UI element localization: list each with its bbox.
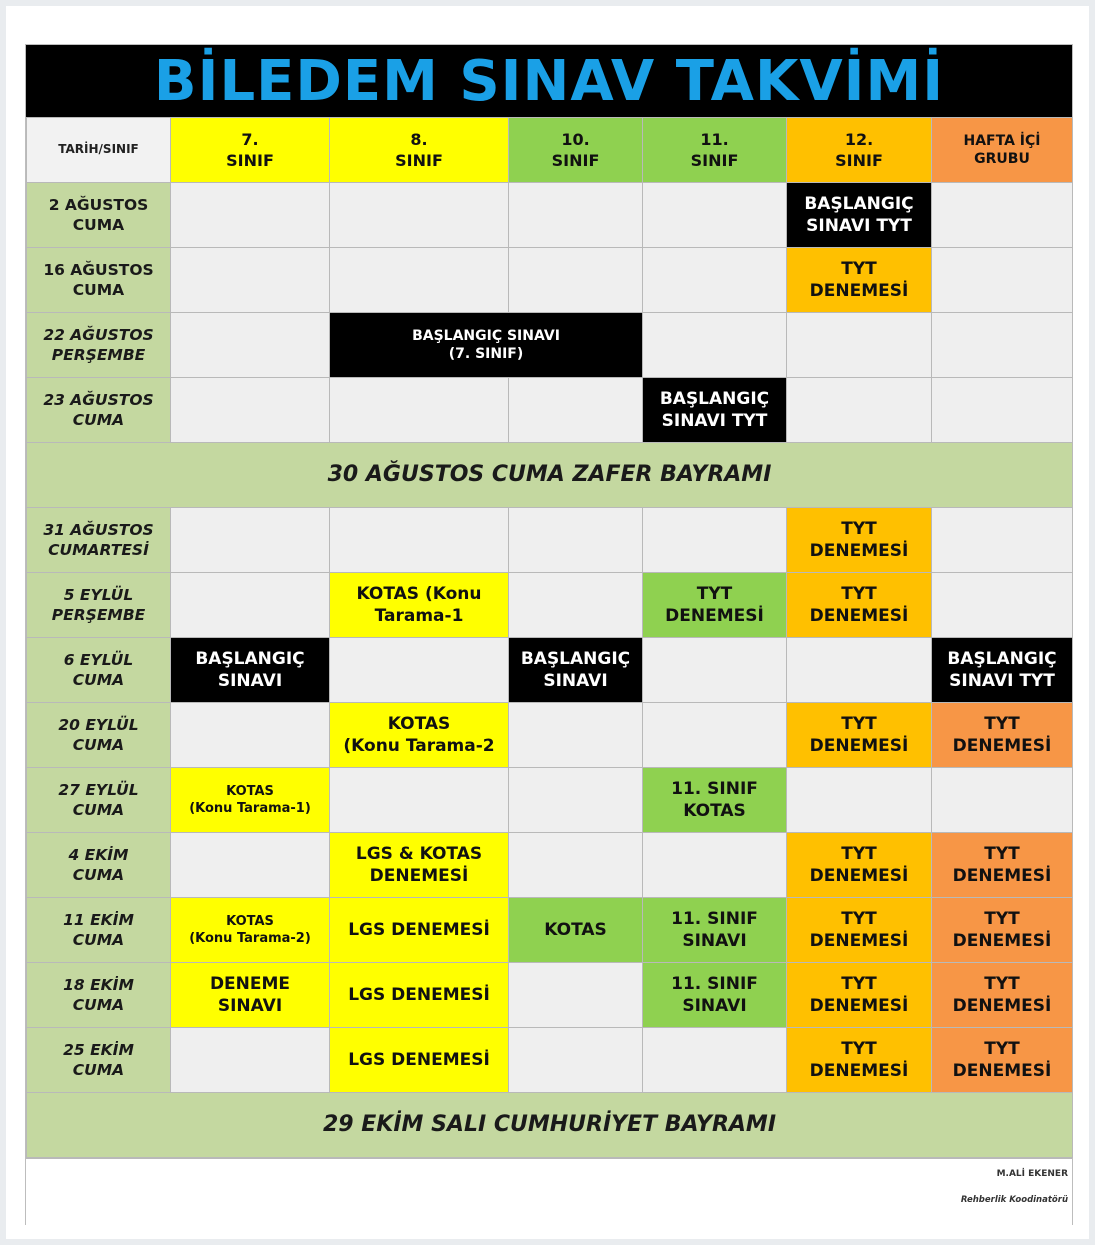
- table-cell: 11. SINIF KOTAS: [643, 768, 787, 833]
- schedule-table: [26, 117, 1073, 1158]
- table-cell: KOTAS: [509, 898, 643, 963]
- row-date: 16 AĞUSTOS CUMA: [27, 248, 171, 313]
- table-row: [27, 508, 1073, 573]
- table-cell: BAŞLANGIÇ SINAVI: [171, 638, 330, 703]
- table-cell: [643, 508, 787, 573]
- table-cell: [509, 963, 643, 1028]
- table-cell: [171, 378, 330, 443]
- table-cell: [171, 313, 330, 378]
- table-cell: KOTAS (Konu Tarama-1: [330, 573, 509, 638]
- signature-area: [26, 1158, 1072, 1225]
- table-row: [27, 703, 1073, 768]
- column-header-weekday-group: HAFTA İÇİ GRUBU: [932, 118, 1073, 183]
- table-cell: [509, 183, 643, 248]
- table-cell: LGS DENEMESİ: [330, 898, 509, 963]
- table-cell: BAŞLANGIÇ SINAVI TYT: [787, 183, 932, 248]
- table-cell: [787, 768, 932, 833]
- table-cell: BAŞLANGIÇ SINAVI TYT: [932, 638, 1073, 703]
- table-cell: DENEME SINAVI: [171, 963, 330, 1028]
- schedule-title: BİLEDEM SINAV TAKVİMİ: [26, 45, 1072, 117]
- holiday-row: [27, 1093, 1073, 1158]
- table-cell: [509, 768, 643, 833]
- table-cell: [932, 508, 1073, 573]
- table-cell: [643, 1028, 787, 1093]
- table-cell: TYT DENEMESİ: [787, 703, 932, 768]
- table-row: [27, 378, 1073, 443]
- table-cell: [509, 833, 643, 898]
- row-date: 11 EKİM CUMA: [27, 898, 171, 963]
- table-cell: [787, 313, 932, 378]
- table-cell: [509, 378, 643, 443]
- table-cell: [509, 573, 643, 638]
- table-cell: [330, 508, 509, 573]
- table-row: [27, 898, 1073, 963]
- table-row: [27, 963, 1073, 1028]
- table-row: [27, 1028, 1073, 1093]
- table-row: [27, 183, 1073, 248]
- table-cell: [509, 248, 643, 313]
- table-cell: [932, 248, 1073, 313]
- table-cell: [330, 638, 509, 703]
- table-cell: KOTAS (Konu Tarama-2: [330, 703, 509, 768]
- table-cell: TYT DENEMESİ: [932, 898, 1073, 963]
- table-cell: TYT DENEMESİ: [643, 573, 787, 638]
- table-cell: LGS DENEMESİ: [330, 1028, 509, 1093]
- row-date: 20 EYLÜL CUMA: [27, 703, 171, 768]
- table-cell: [643, 703, 787, 768]
- table-cell: LGS & KOTAS DENEMESİ: [330, 833, 509, 898]
- table-cell: TYT DENEMESİ: [787, 1028, 932, 1093]
- signature-name: M.ALİ EKENER: [996, 1169, 1068, 1179]
- table-cell: [787, 378, 932, 443]
- table-cell: KOTAS (Konu Tarama-1): [171, 768, 330, 833]
- table-cell: [509, 508, 643, 573]
- row-date: 23 AĞUSTOS CUMA: [27, 378, 171, 443]
- table-cell: [330, 768, 509, 833]
- column-header-12: 12. SINIF: [787, 118, 932, 183]
- row-date: 6 EYLÜL CUMA: [27, 638, 171, 703]
- holiday-label: 29 EKİM SALI CUMHURİYET BAYRAMI: [27, 1093, 1073, 1158]
- table-row: [27, 313, 1073, 378]
- row-date: 2 AĞUSTOS CUMA: [27, 183, 171, 248]
- table-cell: TYT DENEMESİ: [787, 248, 932, 313]
- table-cell: TYT DENEMESİ: [787, 963, 932, 1028]
- row-date: 25 EKİM CUMA: [27, 1028, 171, 1093]
- table-cell: [171, 703, 330, 768]
- signature-role: Rehberlik Koodinatörü: [960, 1195, 1068, 1205]
- table-row: [27, 248, 1073, 313]
- table-cell: KOTAS (Konu Tarama-2): [171, 898, 330, 963]
- table-cell: BAŞLANGIÇ SINAVI: [509, 638, 643, 703]
- row-date: 31 AĞUSTOS CUMARTESİ: [27, 508, 171, 573]
- column-header-date: TARİH/SINIF: [27, 118, 171, 183]
- table-cell: TYT DENEMESİ: [932, 1028, 1073, 1093]
- column-header-8: 8. SINIF: [330, 118, 509, 183]
- table-cell: TYT DENEMESİ: [932, 833, 1073, 898]
- row-date: 4 EKİM CUMA: [27, 833, 171, 898]
- table-row: [27, 573, 1073, 638]
- table-cell: TYT DENEMESİ: [932, 703, 1073, 768]
- holiday-row: [27, 443, 1073, 508]
- row-date: 5 EYLÜL PERŞEMBE: [27, 573, 171, 638]
- table-cell: LGS DENEMESİ: [330, 963, 509, 1028]
- table-cell: [330, 378, 509, 443]
- schedule-sheet: [25, 44, 1073, 1225]
- table-row: [27, 833, 1073, 898]
- table-cell: [643, 248, 787, 313]
- table-cell: TYT DENEMESİ: [787, 573, 932, 638]
- table-cell: [643, 313, 787, 378]
- holiday-label: 30 AĞUSTOS CUMA ZAFER BAYRAMI: [27, 443, 1073, 508]
- table-cell: [171, 833, 330, 898]
- table-cell: [643, 638, 787, 703]
- column-header-10: 10. SINIF: [509, 118, 643, 183]
- table-cell: BAŞLANGIÇ SINAVI TYT: [643, 378, 787, 443]
- table-cell: [932, 768, 1073, 833]
- table-cell: 11. SINIF SINAVI: [643, 898, 787, 963]
- table-cell: [787, 638, 932, 703]
- column-header-7: 7. SINIF: [171, 118, 330, 183]
- table-cell: BAŞLANGIÇ SINAVI (7. SINIF): [330, 313, 643, 378]
- table-cell: TYT DENEMESİ: [787, 508, 932, 573]
- table-cell: [932, 313, 1073, 378]
- table-cell: [932, 378, 1073, 443]
- table-cell: [171, 508, 330, 573]
- table-cell: 11. SINIF SINAVI: [643, 963, 787, 1028]
- table-cell: TYT DENEMESİ: [787, 833, 932, 898]
- table-cell: TYT DENEMESİ: [932, 963, 1073, 1028]
- table-cell: [509, 703, 643, 768]
- table-cell: [643, 183, 787, 248]
- row-date: 18 EKİM CUMA: [27, 963, 171, 1028]
- table-row: [27, 768, 1073, 833]
- table-cell: [171, 1028, 330, 1093]
- table-cell: [171, 183, 330, 248]
- header-row: [27, 118, 1073, 183]
- table-cell: [643, 833, 787, 898]
- column-header-11: 11. SINIF: [643, 118, 787, 183]
- row-date: 22 AĞUSTOS PERŞEMBE: [27, 313, 171, 378]
- table-cell: [330, 183, 509, 248]
- row-date: 27 EYLÜL CUMA: [27, 768, 171, 833]
- table-cell: [171, 248, 330, 313]
- page: [6, 6, 1089, 1239]
- table-cell: [330, 248, 509, 313]
- table-cell: [932, 573, 1073, 638]
- table-cell: [171, 573, 330, 638]
- table-row: [27, 638, 1073, 703]
- table-cell: [509, 1028, 643, 1093]
- table-cell: [932, 183, 1073, 248]
- table-cell: TYT DENEMESİ: [787, 898, 932, 963]
